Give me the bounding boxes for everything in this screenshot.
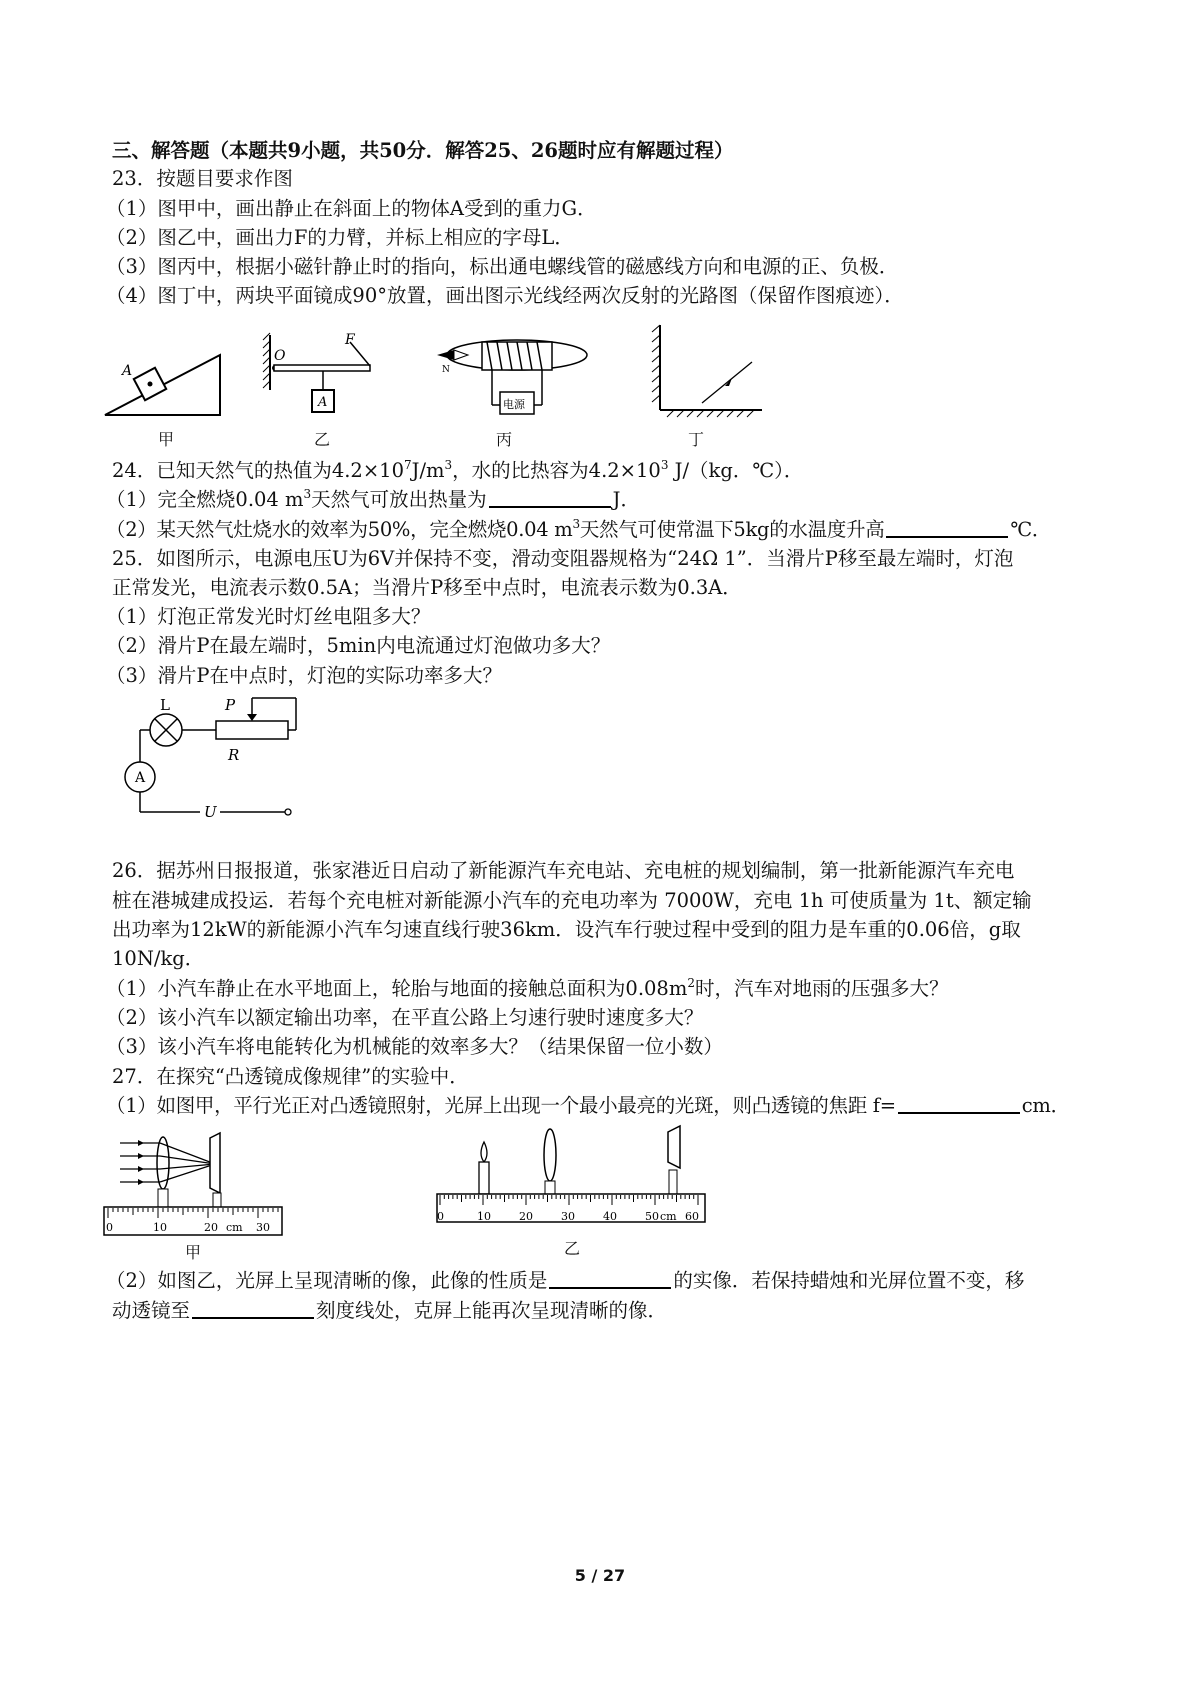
svg-text:cm: cm [226,1221,243,1234]
q23-item-1: （1）图甲中，画出静止在斜面上的物体A受到的重力G． [106,197,597,220]
ammeter-label: A [135,770,146,786]
figure-focal-length [100,1128,290,1238]
section-title: 三、解答题（本题共9小题，共50分．解答25、26题时应有解题过程） [112,139,734,162]
weight-label: A [318,395,328,410]
caption-yi: 乙 [314,430,331,449]
q27-item-1: （1）如图甲，平行光正对凸透镜照射，光屏上出现一个最小最亮的光斑，则凸透镜的焦距 f= cm． [106,1094,1070,1117]
voltage-label: U [204,803,217,821]
q25-line-2: 正常发光，电流表示数0.5A；当滑片P移至中点时，电流表示数为0.3A． [112,576,742,599]
page-number: 5 / 27 [574,1566,626,1585]
needle-n-label: N [442,365,450,375]
figure-incline [100,345,250,425]
q27-stem: 27．在探究“凸透镜成像规律”的实验中． [112,1065,469,1088]
q27-item-2: （2）如图乙，光屏上呈现清晰的像，此像的性质是 的实像．若保持蜡烛和光屏位置不变，移 [106,1269,1025,1292]
svg-text:0: 0 [106,1221,113,1234]
caption-jia: 甲 [158,430,175,449]
q26-line-2: 桩在港城建成投运．若每个充电桩对新能源小汽车的充电功率为 7000W，充电 1h 可使质量为 1t、额定输 [112,889,1032,912]
slider-label: P [225,696,236,714]
q25-item-2: （2）滑片P在最左端时，5min内电流通过灯泡做功多大？ [106,634,611,657]
q26-line-4: 10N/kg． [112,947,205,970]
svg-text:60: 60 [685,1210,699,1223]
q23-stem: 23．按题目要求作图 [112,167,293,190]
pivot-label: O [274,348,286,364]
q26-item-1: （1）小汽车静止在水平地面上，轮胎与地面的接触总面积为$0.08m^2$时，汽车对地雨的压强多大？ [106,976,949,1000]
answer-blank[interactable] [898,1094,1020,1114]
caption-fig-jia: 甲 [185,1243,202,1262]
caption-fig-yi: 乙 [564,1239,581,1258]
q23-item-3: （3）图丙中，根据小磁针静止时的指向，标出通电螺线管的磁感线方向和电源的正、负极． [106,255,899,278]
q26-line-3: 出功率为12kW的新能源小汽车匀速直线行驶36km．设汽车行驶过程中受到的阻力是车重的0.06倍，g取 [112,918,1021,941]
resistor-label: R [228,746,240,764]
figure-lever [260,330,390,430]
svg-text:cm: cm [660,1210,677,1223]
q24-item-2: （2）某天然气灶烧水的效率为50%，完全燃烧0.04 $m^3$天然气可使常温下5kg的水温度升高 ℃． [106,517,1052,541]
force-label: F [345,332,355,348]
q26-item-2: （2）该小汽车以额定输出功率，在平直公路上匀速行驶时速度多大？ [106,1006,704,1029]
answer-blank[interactable] [192,1299,314,1319]
svg-text:30: 30 [561,1210,575,1223]
svg-text:0: 0 [437,1210,444,1223]
svg-text:10: 10 [153,1221,167,1234]
q23-item-4: （4）图丁中，两块平面镜成90°放置，画出图示光线经两次反射的光路图（保留作图痕迹）． [106,284,904,307]
svg-text:20: 20 [204,1221,218,1234]
caption-ding: 丁 [688,430,705,449]
answer-blank[interactable] [549,1269,671,1289]
q24-stem: 24．已知天然气的热值为$4.2\times 10^7J/m^3$，水的比热容为$4.2\times 10^3$ J/（kg．℃）． [112,458,804,482]
figure-solenoid [432,330,592,430]
svg-text:50: 50 [645,1210,659,1223]
q24-item-1: （1）完全燃烧0.04 $m^3$天然气可放出热量为 J． [106,487,640,511]
svg-text:20: 20 [519,1210,533,1223]
figure-circuit [100,690,310,825]
q23-item-2: （2）图乙中，画出力F的力臂，并标上相应的字母L． [106,226,574,249]
answer-blank[interactable] [489,488,611,508]
q26-item-3: （3）该小汽车将电能转化为机械能的效率多大？（结果保留一位小数） [106,1035,723,1058]
svg-text:10: 10 [477,1210,491,1223]
svg-text:30: 30 [256,1221,270,1234]
q26-line-1: 26．据苏州日报报道，张家港近日启动了新能源汽车充电站、充电桩的规划编制，第一批新能源汽车充电 [112,859,1015,882]
q25-line-1: 25．如图所示，电源电压U为6V并保持不变，滑动变阻器规格为“24Ω 1”．当滑片P移至最左端时，灯泡 [112,547,1014,570]
figure-optical-bench [432,1120,712,1230]
figure-mirrors [632,320,772,420]
power-label: 电源 [503,398,525,411]
q25-item-1: （1）灯泡正常发光时灯丝电阻多大？ [106,605,431,628]
lamp-label: L [160,696,170,714]
q25-item-3: （3）滑片P在中点时，灯泡的实际功率多大？ [106,664,503,687]
block-label: A [122,363,133,379]
answer-blank[interactable] [886,518,1008,538]
q27-item-2-cont: 动透镜至 刻度线处，克屏上能再次呈现清晰的像． [112,1299,668,1322]
svg-text:40: 40 [603,1210,617,1223]
caption-bing: 丙 [496,430,513,449]
